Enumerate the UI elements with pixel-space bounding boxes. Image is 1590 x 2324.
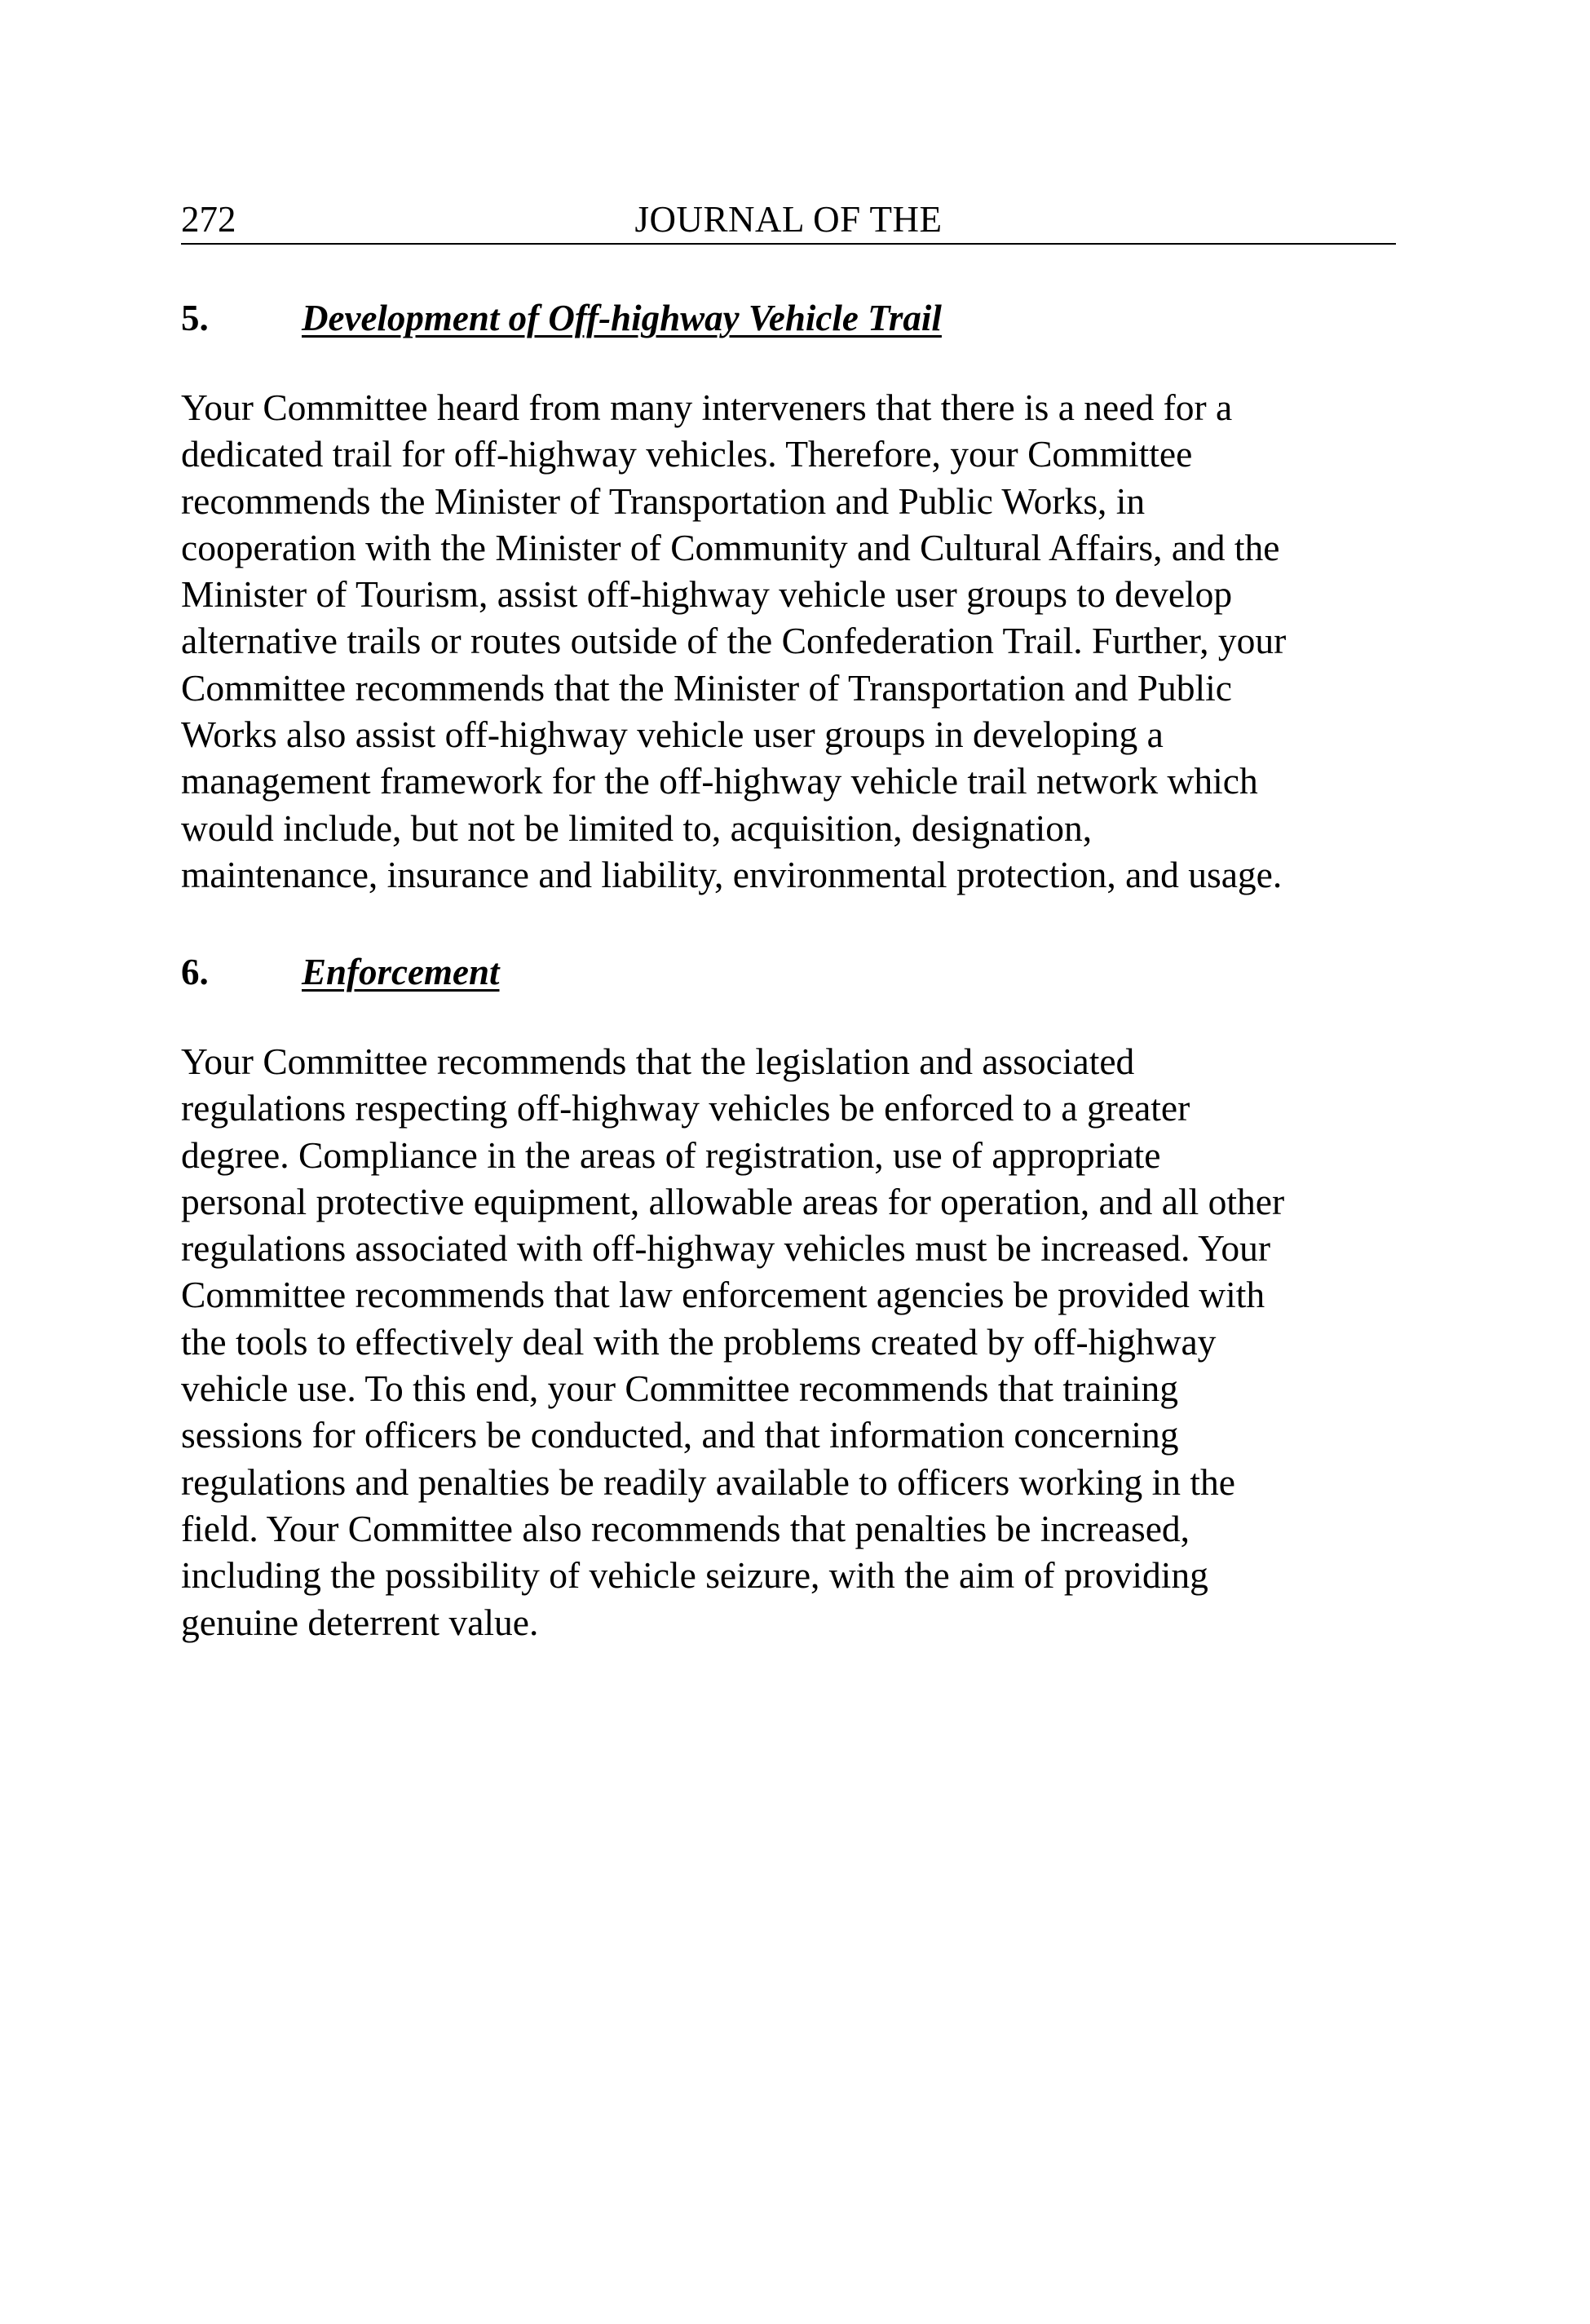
body-line: vehicle use. To this end, your Committee recommends that training — [181, 1367, 1178, 1410]
body-line: field. Your Committee also recommends that penalties be increased, — [181, 1507, 1190, 1549]
section-title: Development of Off-highway Vehicle Trail — [302, 298, 942, 338]
section-heading — [181, 294, 1396, 342]
section-number: 6. — [181, 952, 209, 992]
body-line: cooperation with the Minister of Community and Cultural Affairs, and the — [181, 526, 1280, 568]
body-line: regulations associated with off-highway vehicles must be increased. Your — [181, 1227, 1271, 1270]
body-line: personal protective equipment, allowable areas for operation, and all other — [181, 1180, 1285, 1222]
body-line: Works also assist off-highway vehicle user groups in developing a — [181, 714, 1164, 756]
body-line: Committee recommends that the Minister of Transportation and Public — [181, 666, 1232, 709]
page-number: 272 — [181, 199, 236, 240]
section-body — [181, 1038, 1396, 1646]
section-title: Enforcement — [302, 952, 500, 992]
body-line: Minister of Tourism, assist off-highway vehicle user groups to develop — [181, 573, 1233, 616]
body-line: recommends the Minister of Transportation and Public Works, in — [181, 479, 1146, 522]
journal-title: JOURNAL OF THE — [634, 199, 943, 240]
section-heading — [181, 948, 1396, 996]
body-line: Your Committee heard from many interveners that there is a need for a — [181, 387, 1233, 428]
body-line: maintenance, insurance and liability, environmental protection, and usage. — [181, 853, 1283, 895]
body-line: sessions for officers be conducted, and that information concerning — [181, 1414, 1179, 1456]
body-line: alternative trails or routes outside of the Confederation Trail. Further, your — [181, 620, 1287, 662]
body-line: degree. Compliance in the areas of registration, use of appropriate — [181, 1133, 1161, 1176]
section-number: 5. — [181, 298, 209, 338]
body-line: the tools to effectively deal with the problems created by off-highway — [181, 1320, 1217, 1363]
body-line: management framework for the off-highway vehicle trail network which — [181, 760, 1258, 802]
body-line: genuine deterrent value. — [181, 1601, 539, 1643]
body-line: regulations and penalties be readily available to officers working in the — [181, 1460, 1235, 1503]
body-line: dedicated trail for off-highway vehicles. Therefore, your Committee — [181, 433, 1193, 475]
body-line: regulations respecting off-highway vehicles be enforced to a greater — [181, 1087, 1190, 1129]
body-line: including the possibility of vehicle seizure, with the aim of providing — [181, 1554, 1208, 1597]
body-line: Committee recommends that law enforcement agencies be provided with — [181, 1274, 1265, 1316]
body-line: Your Committee recommends that the legislation and associated — [181, 1040, 1135, 1082]
section-development-trail — [181, 294, 1396, 898]
running-header — [181, 196, 1396, 245]
body-line: would include, but not be limited to, acquisition, designation, — [181, 806, 1093, 849]
section-enforcement — [181, 948, 1396, 1646]
section-body — [181, 384, 1396, 898]
